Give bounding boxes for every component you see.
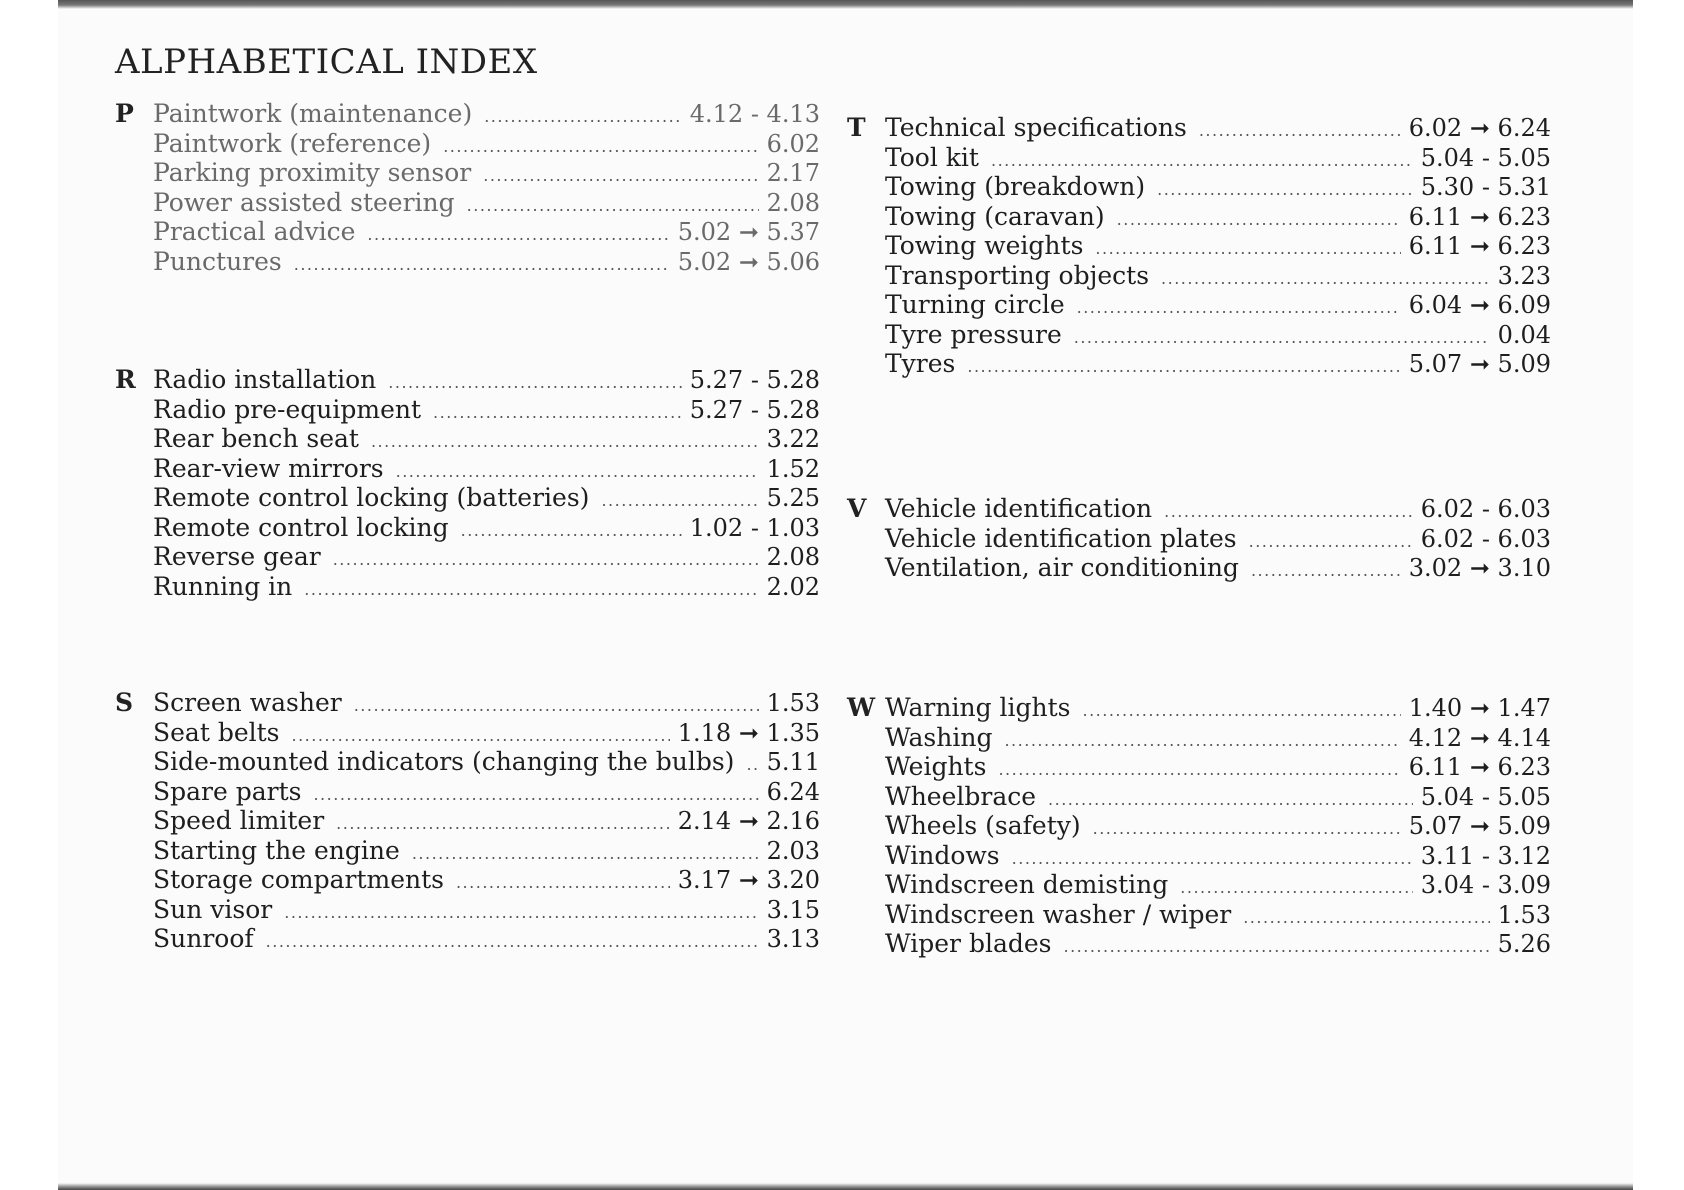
- entry-pages: 1.53: [1497, 900, 1551, 929]
- entry-label: Vehicle identification: [885, 494, 1153, 523]
- dot-leader: [388, 368, 681, 397]
- entry-pages: 5.27 - 5.28: [689, 395, 820, 424]
- index-entry[interactable]: [885, 782, 1551, 812]
- index-entry[interactable]: [885, 811, 1551, 841]
- index-entry[interactable]: [885, 553, 1551, 583]
- entry-pages: 4.12 - 4.13: [689, 100, 820, 128]
- entry-label: Windscreen demisting: [885, 870, 1169, 899]
- entry-label: Radio installation: [153, 365, 377, 394]
- dot-leader: [266, 927, 759, 956]
- page-title: ALPHABETICAL INDEX: [115, 42, 538, 82]
- entry-pages: 4.12 ➞ 4.14: [1408, 723, 1551, 752]
- entry-label: Washing: [885, 722, 993, 752]
- entry-label: Sun visor: [153, 894, 273, 924]
- entry-pages: 2.02: [766, 572, 820, 601]
- index-entry[interactable]: [153, 836, 820, 866]
- dot-leader: [304, 575, 758, 604]
- dot-leader: [1251, 556, 1401, 585]
- entry-label: Rear-view mirrors: [153, 453, 384, 483]
- entry-pages: 2.08: [766, 543, 820, 571]
- index-entry[interactable]: [885, 900, 1551, 930]
- index-entry[interactable]: [153, 483, 820, 513]
- section-letter: P: [115, 99, 134, 128]
- entry-pages: 1.52: [766, 454, 820, 483]
- entry-list: [885, 494, 1551, 583]
- dot-leader: [991, 146, 1413, 175]
- entry-label: Parking proximity sensor: [153, 158, 472, 187]
- entry-pages: 3.17 ➞ 3.20: [677, 866, 820, 894]
- index-entry[interactable]: [153, 454, 820, 484]
- entry-label: Wiper blades: [885, 929, 1052, 958]
- entry-pages: 5.04 - 5.05: [1420, 782, 1551, 811]
- dot-leader: [601, 486, 758, 515]
- index-entry[interactable]: [153, 806, 820, 836]
- entry-pages: 6.11 ➞ 6.23: [1408, 232, 1551, 260]
- dot-leader: [467, 191, 759, 220]
- entry-pages: 3.23: [1497, 261, 1551, 290]
- entry-label: Remote control locking (batteries): [153, 483, 590, 512]
- entry-pages: 5.07 ➞ 5.09: [1408, 350, 1551, 378]
- index-entry[interactable]: [153, 718, 820, 748]
- entry-pages: 6.11 ➞ 6.23: [1408, 753, 1551, 781]
- index-entry[interactable]: [885, 290, 1551, 320]
- dot-leader: [1243, 903, 1489, 932]
- entry-label: Radio pre-equipment: [153, 394, 422, 424]
- entry-pages: 3.15: [766, 895, 820, 924]
- entry-list: [153, 99, 820, 276]
- index-entry[interactable]: [885, 143, 1551, 173]
- index-entry[interactable]: [153, 542, 820, 572]
- entry-label: Weights: [885, 752, 987, 781]
- scan-bottom-edge: [58, 1183, 1633, 1190]
- dot-leader: [292, 721, 670, 750]
- index-entry[interactable]: [885, 723, 1551, 753]
- entry-pages: 5.02 ➞ 5.37: [677, 218, 820, 246]
- dot-leader: [1180, 873, 1412, 902]
- dot-leader: [333, 545, 759, 574]
- entry-pages: 3.04 - 3.09: [1420, 871, 1551, 899]
- entry-list: [153, 365, 820, 601]
- entry-label: Paintwork (reference): [153, 128, 432, 158]
- entry-pages: 3.02 ➞ 3.10: [1408, 554, 1551, 582]
- index-entry[interactable]: [885, 693, 1551, 723]
- entry-label: Storage compartments: [153, 865, 444, 894]
- entry-label: Punctures: [153, 246, 282, 276]
- index-entry[interactable]: [153, 188, 820, 218]
- index-entry[interactable]: [885, 231, 1551, 261]
- entry-label: Towing weights: [885, 231, 1084, 260]
- entry-pages: 5.26: [1497, 930, 1551, 958]
- entry-pages: 3.11 - 3.12: [1420, 841, 1551, 870]
- index-entry[interactable]: [885, 524, 1551, 554]
- index-entry[interactable]: [153, 572, 820, 602]
- entry-label: Windscreen washer / wiper: [885, 899, 1232, 929]
- entry-label: Spare parts: [153, 776, 302, 806]
- entry-label: Reverse gear: [153, 542, 321, 571]
- index-entry[interactable]: [153, 747, 820, 777]
- entry-pages: 5.07 ➞ 5.09: [1408, 812, 1551, 840]
- dot-leader: [967, 352, 1400, 381]
- dot-leader: [998, 755, 1400, 784]
- dot-leader: [461, 516, 682, 545]
- index-entry[interactable]: [153, 365, 820, 395]
- index-entry[interactable]: [153, 217, 820, 247]
- entry-label: Towing (breakdown): [885, 172, 1146, 201]
- entry-label: Rear bench seat: [153, 424, 359, 453]
- entry-pages: 3.13: [766, 925, 820, 953]
- dot-leader: [367, 220, 669, 249]
- dot-leader: [412, 839, 759, 868]
- dot-leader: [484, 102, 682, 131]
- entry-pages: 2.14 ➞ 2.16: [677, 807, 820, 835]
- entry-label: Windows: [885, 840, 1000, 870]
- entry-pages: 6.11 ➞ 6.23: [1408, 202, 1551, 231]
- dot-leader: [371, 427, 759, 456]
- entry-label: Paintwork (maintenance): [153, 99, 473, 128]
- entry-pages: 6.04 ➞ 6.09: [1408, 291, 1551, 319]
- dot-leader: [1164, 497, 1413, 526]
- entry-pages: 5.27 - 5.28: [689, 366, 820, 394]
- entry-label: Running in: [153, 571, 293, 601]
- index-entry[interactable]: [885, 261, 1551, 291]
- entry-label: Technical specifications: [885, 113, 1187, 142]
- dot-leader: [1161, 264, 1490, 293]
- entry-pages: 5.11: [766, 748, 820, 776]
- index-entry[interactable]: [885, 752, 1551, 782]
- dot-leader: [284, 898, 758, 927]
- entry-label: Towing (caravan): [885, 201, 1105, 231]
- index-entry[interactable]: [153, 924, 820, 954]
- entry-label: Starting the engine: [153, 835, 400, 865]
- index-entry[interactable]: [153, 865, 820, 895]
- entry-label: Remote control locking: [153, 512, 449, 542]
- dot-leader: [483, 161, 758, 190]
- entry-label: Tool kit: [885, 142, 979, 172]
- section-letter: R: [115, 365, 136, 394]
- entry-label: Vehicle identification plates: [885, 523, 1237, 553]
- index-entry[interactable]: [153, 688, 820, 718]
- entry-label: Side-mounted indicators (changing the bulbs): [153, 747, 735, 776]
- dot-leader: [1157, 175, 1413, 204]
- index-entry[interactable]: [153, 99, 820, 129]
- entry-pages: 5.30 - 5.31: [1420, 173, 1551, 201]
- entry-pages: 6.02: [766, 129, 820, 158]
- index-entry[interactable]: [885, 870, 1551, 900]
- entry-label: Warning lights: [885, 693, 1071, 722]
- entry-label: Practical advice: [153, 217, 356, 246]
- dot-leader: [1249, 527, 1413, 556]
- entry-pages: 0.04: [1497, 320, 1551, 349]
- dot-leader: [1077, 293, 1401, 322]
- index-entry[interactable]: [885, 349, 1551, 379]
- index-entry[interactable]: [153, 895, 820, 925]
- entry-pages: 2.08: [766, 188, 820, 217]
- index-entry[interactable]: [153, 129, 820, 159]
- dot-leader: [746, 750, 758, 779]
- dot-leader: [443, 132, 758, 161]
- dot-leader: [1063, 932, 1489, 961]
- entry-pages: 1.40 ➞ 1.47: [1408, 694, 1551, 722]
- dot-leader: [336, 809, 670, 838]
- dot-leader: [1012, 844, 1413, 873]
- entry-label: Turning circle: [885, 290, 1065, 319]
- entry-pages: 6.02 - 6.03: [1420, 524, 1551, 553]
- entry-label: Tyres: [885, 349, 956, 378]
- dot-leader: [354, 691, 759, 720]
- section-letter: T: [847, 113, 866, 142]
- section-letter: W: [847, 693, 876, 722]
- entry-label: Tyre pressure: [885, 319, 1062, 349]
- index-entry[interactable]: [885, 320, 1551, 350]
- entry-pages: 1.02 - 1.03: [689, 513, 820, 542]
- entry-pages: 1.18 ➞ 1.35: [677, 718, 820, 747]
- dot-leader: [294, 250, 670, 279]
- index-entry[interactable]: [153, 777, 820, 807]
- entry-label: Seat belts: [153, 717, 280, 747]
- index-entry[interactable]: [153, 247, 820, 277]
- entry-pages: 6.24: [766, 777, 820, 806]
- index-entry[interactable]: [885, 172, 1551, 202]
- dot-leader: [396, 457, 759, 486]
- entry-pages: 6.02 ➞ 6.24: [1408, 114, 1551, 142]
- entry-label: Wheelbrace: [885, 781, 1037, 811]
- dot-leader: [1074, 323, 1490, 352]
- dot-leader: [1093, 814, 1401, 843]
- dot-leader: [1048, 785, 1413, 814]
- index-entry[interactable]: [885, 113, 1551, 143]
- entry-pages: 1.53: [766, 689, 820, 717]
- dot-leader: [1004, 726, 1400, 755]
- index-entry[interactable]: [153, 513, 820, 543]
- dot-leader: [433, 398, 682, 427]
- index-entry[interactable]: [153, 424, 820, 454]
- entry-list: [153, 688, 820, 954]
- entry-label: Transporting objects: [885, 260, 1150, 290]
- dot-leader: [456, 868, 670, 897]
- index-entry[interactable]: [885, 841, 1551, 871]
- dot-leader: [1083, 696, 1401, 725]
- index-entry[interactable]: [153, 395, 820, 425]
- entry-list: [885, 693, 1551, 959]
- entry-pages: 5.02 ➞ 5.06: [677, 247, 820, 276]
- index-entry[interactable]: [885, 929, 1551, 959]
- section-letter: V: [847, 494, 867, 523]
- entry-pages: 2.03: [766, 836, 820, 865]
- entry-label: Screen washer: [153, 688, 342, 717]
- entry-pages: 3.22: [766, 425, 820, 453]
- entry-label: Speed limiter: [153, 806, 325, 835]
- entry-label: Power assisted steering: [153, 187, 455, 217]
- section-letter: S: [115, 688, 134, 717]
- dot-leader: [1199, 116, 1401, 145]
- entry-pages: 5.25: [766, 484, 820, 512]
- scan-top-edge: [58, 0, 1633, 9]
- entry-pages: 2.17: [766, 159, 820, 187]
- dot-leader: [1117, 205, 1401, 234]
- entry-list: [885, 113, 1551, 379]
- index-entry[interactable]: [885, 494, 1551, 524]
- entry-label: Wheels (safety): [885, 811, 1081, 840]
- entry-pages: 5.04 - 5.05: [1420, 143, 1551, 172]
- index-entry[interactable]: [153, 158, 820, 188]
- dot-leader: [313, 780, 758, 809]
- dot-leader: [1095, 234, 1400, 263]
- entry-pages: 6.02 - 6.03: [1420, 495, 1551, 523]
- entry-label: Ventilation, air conditioning: [885, 553, 1239, 582]
- index-entry[interactable]: [885, 202, 1551, 232]
- entry-label: Sunroof: [153, 924, 254, 953]
